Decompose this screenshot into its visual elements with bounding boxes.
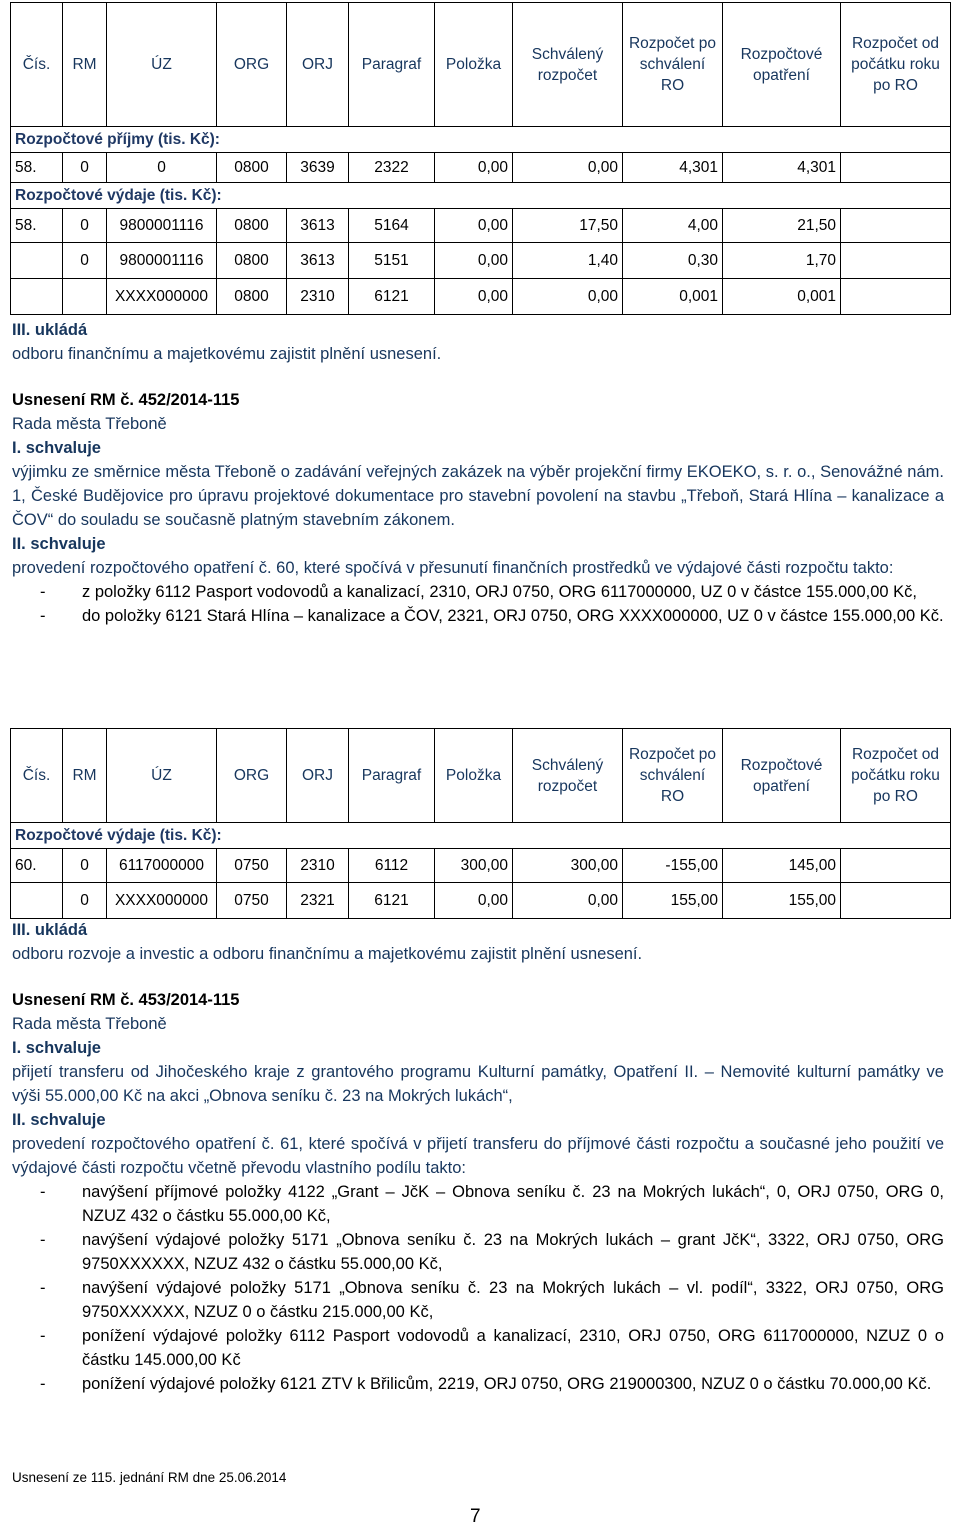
table-cell: 0800 bbox=[217, 279, 287, 315]
table-cell: 0750 bbox=[217, 849, 287, 883]
table-cell: 60. bbox=[11, 849, 63, 883]
list-item bbox=[12, 1372, 944, 1396]
table-cell: 58. bbox=[11, 153, 63, 183]
col-header: Rozpočtové opatření bbox=[723, 3, 841, 127]
table-cell: 0,00 bbox=[435, 243, 513, 279]
table-row bbox=[11, 279, 951, 315]
instruction-block-2 bbox=[12, 918, 944, 966]
table-cell bbox=[11, 243, 63, 279]
col-header: Paragraf bbox=[349, 729, 435, 823]
col-header: Schválený rozpočet bbox=[513, 729, 623, 823]
col-header: ÚZ bbox=[107, 729, 217, 823]
section-heading: III. ukládá bbox=[12, 921, 88, 939]
section-heading: III. ukládá bbox=[12, 321, 88, 339]
table-cell: 3639 bbox=[287, 153, 349, 183]
table-cell: 145,00 bbox=[723, 849, 841, 883]
section-label-expense: Rozpočtové výdaje (tis. Kč): bbox=[11, 823, 951, 849]
table-cell bbox=[63, 279, 107, 315]
list-item-text: do položky 6121 Stará Hlína – kanalizace a ČOV, 2321, ORJ 0750, ORG XXXX000000, UZ 0 v částce 155.000,00 Kč. bbox=[82, 607, 944, 625]
table-cell: 2322 bbox=[349, 153, 435, 183]
resolution-title: Usnesení RM č. 452/2014-115 bbox=[12, 391, 240, 409]
council-name: Rada města Třeboně bbox=[12, 1015, 167, 1033]
table-cell: 0,00 bbox=[435, 209, 513, 243]
table-cell: 0,00 bbox=[513, 279, 623, 315]
section-heading: I. schvaluje bbox=[12, 1039, 101, 1057]
list-item-text: z položky 6112 Pasport vodovodů a kanalizací, 2310, ORJ 0750, ORG 6117000000, UZ 0 v částce 155.000,00 Kč, bbox=[82, 583, 917, 601]
col-header: Čís. bbox=[11, 729, 63, 823]
col-header: Položka bbox=[435, 3, 513, 127]
table-cell: 0,001 bbox=[723, 279, 841, 315]
table-cell: 58. bbox=[11, 209, 63, 243]
section-row bbox=[11, 823, 951, 849]
table-cell: 0,00 bbox=[513, 153, 623, 183]
table-cell: 0 bbox=[63, 209, 107, 243]
table-cell: 1,70 bbox=[723, 243, 841, 279]
section-heading: II. schvaluje bbox=[12, 1111, 106, 1129]
table-cell: 3613 bbox=[287, 243, 349, 279]
col-header: ORG bbox=[217, 729, 287, 823]
budget-table-1 bbox=[10, 2, 951, 315]
section-row bbox=[11, 183, 951, 209]
list-dash: - bbox=[40, 607, 46, 625]
table-cell: 9800001116 bbox=[107, 209, 217, 243]
table-cell: 0 bbox=[63, 153, 107, 183]
table-row bbox=[11, 849, 951, 883]
table-row bbox=[11, 243, 951, 279]
col-header: Rozpočet od počátku roku po RO bbox=[841, 729, 951, 823]
table-cell: 2310 bbox=[287, 849, 349, 883]
list-item-text: ponížení výdajové položky 6112 Pasport vodovodů a kanalizací, 2310, ORJ 0750, ORG 6117000000, NZUZ 0 o částku 145.000,00 Kč bbox=[82, 1327, 944, 1369]
table-cell: 0750 bbox=[217, 883, 287, 919]
paragraph: provedení rozpočtového opatření č. 60, které spočívá v přesunutí finančních prostředků ve výdajové části rozpočtu takto: bbox=[12, 559, 894, 577]
table-cell: 155,00 bbox=[723, 883, 841, 919]
list-item bbox=[12, 1228, 944, 1276]
col-header: RM bbox=[63, 729, 107, 823]
resolution-452 bbox=[12, 388, 944, 628]
table-cell: 0,30 bbox=[623, 243, 723, 279]
resolution-453 bbox=[12, 988, 944, 1396]
table-cell: 0 bbox=[63, 243, 107, 279]
col-header: ORG bbox=[217, 3, 287, 127]
paragraph: výjimku ze směrnice města Třeboně o zadávání veřejných zakázek na výběr projekční firmy EKOEKO, s. r. o., Senovážné nám. 1, České Budějovice pro úpravu projektové dokumentace pro stavební povolení na stavbu „Třeboň, Stará Hlína – kanalizace a ČOV“ do souladu se současně platným stavebním zákonem. bbox=[12, 463, 944, 529]
table-cell: 6121 bbox=[349, 279, 435, 315]
table-cell: 0800 bbox=[217, 243, 287, 279]
table-cell: 0,001 bbox=[623, 279, 723, 315]
list-item-text: navýšení příjmové položky 4122 „Grant – JčK – Obnova seníku č. 23 na Mokrých lukách“, 0, ORJ 0750, ORG 0, NZUZ 432 o částku 55.000,00 Kč, bbox=[82, 1183, 944, 1225]
table-cell: 6112 bbox=[349, 849, 435, 883]
table-cell bbox=[11, 279, 63, 315]
section-row bbox=[11, 127, 951, 153]
resolution-title: Usnesení RM č. 453/2014-115 bbox=[12, 991, 240, 1009]
table-cell: 6117000000 bbox=[107, 849, 217, 883]
list-item-text: navýšení výdajové položky 5171 „Obnova seníku č. 23 na Mokrých lukách – vl. podíl“, 3322, ORJ 0750, ORG 9750XXXXXX, NZUZ 0 o částku 215.000,00 Kč, bbox=[82, 1279, 944, 1321]
col-header: ORJ bbox=[287, 3, 349, 127]
section-heading: I. schvaluje bbox=[12, 439, 101, 457]
col-header: Rozpočet od počátku roku po RO bbox=[841, 3, 951, 127]
table-cell: 21,50 bbox=[723, 209, 841, 243]
list-item bbox=[12, 1324, 944, 1372]
section-label-income: Rozpočtové příjmy (tis. Kč): bbox=[11, 127, 951, 153]
col-header: Čís. bbox=[11, 3, 63, 127]
table-cell: 2321 bbox=[287, 883, 349, 919]
table-cell: 0,00 bbox=[435, 279, 513, 315]
table-cell: XXXX000000 bbox=[107, 883, 217, 919]
table-row bbox=[11, 153, 951, 183]
col-header: Paragraf bbox=[349, 3, 435, 127]
list-dash: - bbox=[40, 1231, 46, 1249]
paragraph: přijetí transferu od Jihočeského kraje z grantového programu Kulturní památky, Opatření II. – Nemovité kulturní památky ve výši 55.000,00 Kč na akci „Obnova seníku č. 23 na Mokrých lukách“, bbox=[12, 1063, 944, 1105]
page-footer: Usnesení ze 115. jednání RM dne 25.06.2014 bbox=[12, 1470, 287, 1485]
list-item bbox=[12, 1180, 944, 1228]
col-header: Rozpočet po schválení RO bbox=[623, 3, 723, 127]
col-header: ORJ bbox=[287, 729, 349, 823]
list-item-text: navýšení výdajové položky 5171 „Obnova seníku č. 23 na Mokrých lukách – grant JčK“, 3322, ORJ 0750, ORG 9750XXXXXX, NZUZ 432 o částku 55.000,00 Kč, bbox=[82, 1231, 944, 1273]
col-header: Rozpočtové opatření bbox=[723, 729, 841, 823]
table-row bbox=[11, 209, 951, 243]
list-dash: - bbox=[40, 1375, 46, 1393]
list-dash: - bbox=[40, 583, 46, 601]
section-heading: II. schvaluje bbox=[12, 535, 106, 553]
table-cell: 9800001116 bbox=[107, 243, 217, 279]
page-number: 7 bbox=[470, 1506, 481, 1527]
table-cell: 0 bbox=[63, 849, 107, 883]
table-cell: 0,00 bbox=[513, 883, 623, 919]
instruction-block-1 bbox=[12, 318, 944, 366]
table-cell: 17,50 bbox=[513, 209, 623, 243]
list-item bbox=[12, 604, 944, 628]
table-cell: 4,00 bbox=[623, 209, 723, 243]
table-cell: 0 bbox=[107, 153, 217, 183]
table-cell: 0 bbox=[63, 883, 107, 919]
table-cell: XXXX000000 bbox=[107, 279, 217, 315]
budget-table-2 bbox=[10, 728, 951, 919]
list-dash: - bbox=[40, 1183, 46, 1201]
table-cell: -155,00 bbox=[623, 849, 723, 883]
paragraph: odboru rozvoje a investic a odboru finančnímu a majetkovému zajistit plnění usnesení. bbox=[12, 945, 643, 963]
table-cell: 2310 bbox=[287, 279, 349, 315]
table-row bbox=[11, 883, 951, 919]
table-cell: 0800 bbox=[217, 153, 287, 183]
table-cell: 155,00 bbox=[623, 883, 723, 919]
table-cell: 0,00 bbox=[435, 883, 513, 919]
table-cell: 5164 bbox=[349, 209, 435, 243]
list-dash: - bbox=[40, 1279, 46, 1297]
table-header-row bbox=[11, 729, 951, 823]
list-dash: - bbox=[40, 1327, 46, 1345]
table-header-row bbox=[11, 3, 951, 127]
col-header: Rozpočet po schválení RO bbox=[623, 729, 723, 823]
list-item bbox=[12, 1276, 944, 1324]
paragraph: provedení rozpočtového opatření č. 61, které spočívá v přijetí transferu do příjmové části rozpočtu a současné jeho použití ve výdajové části rozpočtu včetně převodu vlastního podílu takto: bbox=[12, 1135, 944, 1177]
table-cell: 5151 bbox=[349, 243, 435, 279]
council-name: Rada města Třeboně bbox=[12, 415, 167, 433]
list-item-text: ponížení výdajové položky 6121 ZTV k Břilicům, 2219, ORJ 0750, ORG 219000300, NZUZ 0 o částku 70.000,00 Kč. bbox=[82, 1375, 932, 1393]
table-cell: 0800 bbox=[217, 209, 287, 243]
table-cell: 300,00 bbox=[435, 849, 513, 883]
col-header: RM bbox=[63, 3, 107, 127]
table-cell: 300,00 bbox=[513, 849, 623, 883]
table-cell: 1,40 bbox=[513, 243, 623, 279]
table-cell: 4,301 bbox=[723, 153, 841, 183]
col-header: ÚZ bbox=[107, 3, 217, 127]
table-cell: 4,301 bbox=[623, 153, 723, 183]
table-cell bbox=[11, 883, 63, 919]
col-header: Schválený rozpočet bbox=[513, 3, 623, 127]
section-label-expense: Rozpočtové výdaje (tis. Kč): bbox=[11, 183, 951, 209]
col-header: Položka bbox=[435, 729, 513, 823]
paragraph: odboru finančnímu a majetkovému zajistit plnění usnesení. bbox=[12, 345, 442, 363]
table-cell: 6121 bbox=[349, 883, 435, 919]
list-item bbox=[12, 580, 944, 604]
table-cell: 3613 bbox=[287, 209, 349, 243]
table-cell: 0,00 bbox=[435, 153, 513, 183]
